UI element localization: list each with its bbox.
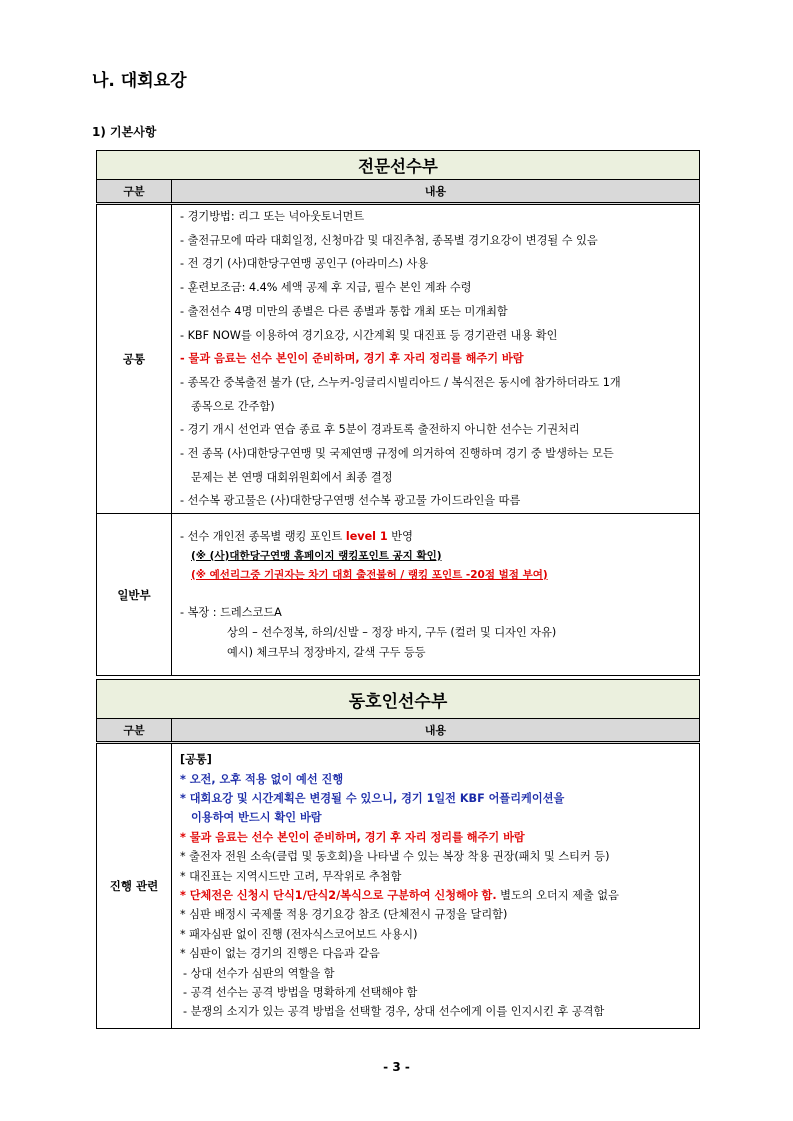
pro-table [96, 150, 700, 676]
common-item: - 경기방법: 리그 또는 넉아웃토너먼트 [180, 210, 365, 223]
ranking-prefix: - 선수 개인전 종목별 랭킹 포인트 [180, 529, 346, 543]
schedule-note: * 대회요강 및 시간계획은 변경될 수 있으니, 경기 1일전 KBF 어플리케이션을 [180, 791, 565, 805]
dress-note: * 출전자 전원 소속(클럽 및 동호회)을 나타낼 수 있는 복장 착용 권장(패치 및 스티커 등) [180, 850, 610, 864]
progress-label: 진행 관련 [97, 743, 172, 1029]
ranking-level: level 1 [345, 529, 388, 543]
amateur-col-content: 내용 [172, 719, 700, 743]
team-note-red: * 단체전은 신청시 단식1/단식2/복식으로 구분하여 신청해야 함. [180, 889, 497, 902]
common-item: - 전 종목 (사)대한당구연맹 및 국제연맹 규정에 의거하여 진행하며 경기 중 발생하는 모든 [180, 447, 614, 461]
dress-code-line: 상의 – 선수정복, 하의/신발 – 정장 바지, 구두 (컬러 및 디자인 자유) [227, 625, 557, 639]
schedule-note-cont: 이용하여 반드시 확인 바람 [191, 811, 322, 825]
section-title: 나. 대회요강 [92, 71, 187, 91]
amateur-table [96, 679, 700, 1029]
page-number: - 3 - [383, 1060, 410, 1074]
drink-note: * 물과 음료는 선수 본인이 준비하며, 경기 후 자리 정리를 해주기 바람 [180, 830, 525, 844]
progress-content [172, 743, 700, 1029]
team-note [180, 886, 691, 905]
pro-title: 전문선수부 [97, 151, 700, 180]
ranking-line [180, 527, 691, 547]
no-referee-sub: - 분쟁의 소지가 있는 공격 방법을 선택할 경우, 상대 선수에게 이를 인지시킨 후 공격함 [183, 1005, 605, 1019]
draw-note: * 대진표는 지역시드만 고려, 무작위로 추첨함 [180, 869, 402, 883]
no-referee-note: * 심판이 없는 경기의 진행은 다음과 같음 [180, 947, 380, 961]
prelim-note: * 오전, 오후 적용 없이 예선 진행 [180, 772, 344, 786]
common-item-cont: 문제는 본 연맹 대회위원회에서 최종 결정 [191, 470, 393, 484]
common-item-highlight: - 물과 음료는 선수 본인이 준비하며, 경기 후 자리 정리를 해주기 바람 [180, 352, 524, 366]
common-item: - 종목간 중복출전 불가 (단, 스누커-잉글리시빌리아드 / 복식전은 동시에 참가하더라도 1개 [180, 375, 621, 389]
common-item: - 경기 개시 선언과 연습 종료 후 5분이 경과토록 출전하지 아니한 선수는 기권처리 [180, 423, 580, 437]
referee-note: * 심판 배정시 국제룰 적용 경기요강 참조 (단체전시 규정을 달리함) [180, 908, 508, 922]
general-label: 일반부 [97, 514, 172, 676]
common-label: 공통 [97, 204, 172, 514]
common-item: - 훈련보조금: 4.4% 세액 공제 후 지급, 필수 본인 계좌 수령 [180, 281, 472, 295]
ranking-note: (※ (사)대한당구연맹 홈페이지 랭킹포인트 공지 확인) [191, 549, 442, 562]
amateur-title: 동호인선수부 [97, 680, 700, 719]
no-referee-sub: - 상대 선수가 심판의 역할을 함 [183, 966, 335, 980]
dress-code-title: - 복장 : 드레스코드A [180, 605, 282, 619]
amateur-col-category: 구분 [97, 719, 172, 743]
forfeit-note: (※ 예선리그중 기권자는 차기 대회 출전불허 / 랭킹 포인트 -20점 벌점 부여) [191, 568, 548, 581]
common-tag: [공통] [180, 753, 212, 767]
common-item-cont: 종목으로 간주함) [191, 399, 275, 413]
common-item: - 선수복 광고물은 (사)대한당구연맹 선수복 광고물 가이드라인을 따름 [180, 494, 521, 508]
common-item: - 출전규모에 따라 대회일정, 신청마감 및 대진추첨, 종목별 경기요강이 변경될 수 있음 [180, 233, 598, 247]
no-referee-sub: - 공격 선수는 공격 방법을 명확하게 선택해야 함 [183, 986, 418, 1000]
subsection-title: 1) 기본사항 [92, 125, 157, 139]
pro-col-category: 구분 [97, 180, 172, 204]
pro-col-content: 내용 [172, 180, 700, 204]
ranking-suffix: 반영 [387, 529, 413, 543]
common-content [172, 204, 700, 514]
dress-code-example: 예시) 체크무늬 정장바지, 갈색 구두 등등 [227, 645, 426, 659]
common-item: - 출전선수 4명 미만의 종별은 다른 종별과 통합 개최 또는 미개최함 [180, 304, 508, 318]
common-item: - 전 경기 (사)대한당구연맹 공인구 (아라미스) 사용 [180, 257, 429, 271]
common-item: - KBF NOW를 이용하여 경기요강, 시간계획 및 대진표 등 경기관련 내용 확인 [180, 328, 558, 342]
loser-referee-note: * 패자심판 없이 진행 (전자식스코어보드 사용시) [180, 927, 418, 941]
general-content [172, 514, 700, 676]
team-note-black: 별도의 오더지 제출 없음 [496, 889, 619, 902]
